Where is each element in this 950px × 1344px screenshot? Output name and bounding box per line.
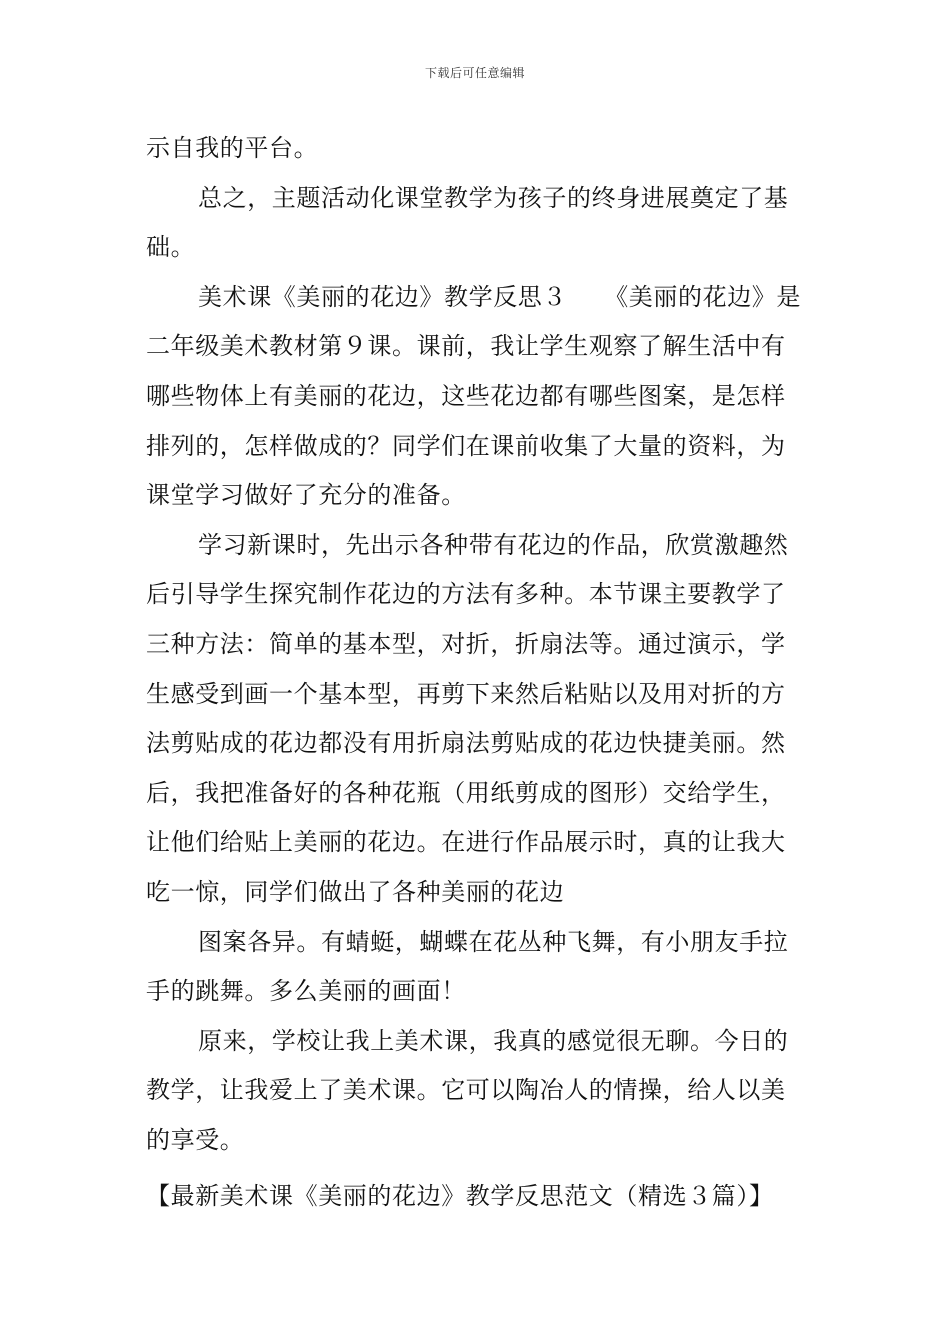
paragraph-summary: 总之，主题活动化课堂教学为孩子的终身进展奠定了基础。 (146, 183, 789, 262)
paragraph-patterns: 图案各异。有蜻蜓，蝴蝶在花丛种飞舞，有小朋友手拉手的跳舞。多么美丽的画面！ (146, 927, 789, 1006)
paragraph-reflection-intro: 美术课《美丽的花边》教学反思３ 《美丽的花边》是二年级美术教材第９课。课前，我让学生观察了解生活中有哪些物体上有美丽的花边，这些花边都有哪些图案，是怎样排列的，怎样做成的？同学们在课前收集了大量的资料，为课堂学习做好了充分的准备。 (146, 282, 801, 510)
paragraph-new-lesson: 学习新课时，先出示各种带有花边的作品，欣赏激趣然后引导学生探究制作花边的方法有多种。本节课主要教学了三种方法：简单的基本型，对折，折扇法等。通过演示，学生感受到画一个基本型，再剪下来然后粘贴以及用对折的方法剪贴成的花边都没有用折扇法剪贴成的花边快捷美丽。然后，我把准备好的各种花瓶（用纸剪成的图形）交给学生，让他们给贴上美丽的花边。在进行作品展示时，真的让我大吃一惊，同学们做出了各种美丽的花边 (146, 530, 789, 906)
document-title-footer: 【最新美术课《美丽的花边》教学反思范文（精选３篇）】 (146, 1182, 774, 1210)
paragraph-conclusion: 原来，学校让我上美术课，我真的感觉很无聊。今日的教学，让我爱上了美术课。它可以陶冶人的情操，给人以美的享受。 (146, 1026, 789, 1154)
document-body (146, 124, 806, 1165)
paragraph-continuation: 示自我的平台。 (146, 134, 319, 162)
page-header: 下载后可任意编辑 (424, 66, 525, 80)
